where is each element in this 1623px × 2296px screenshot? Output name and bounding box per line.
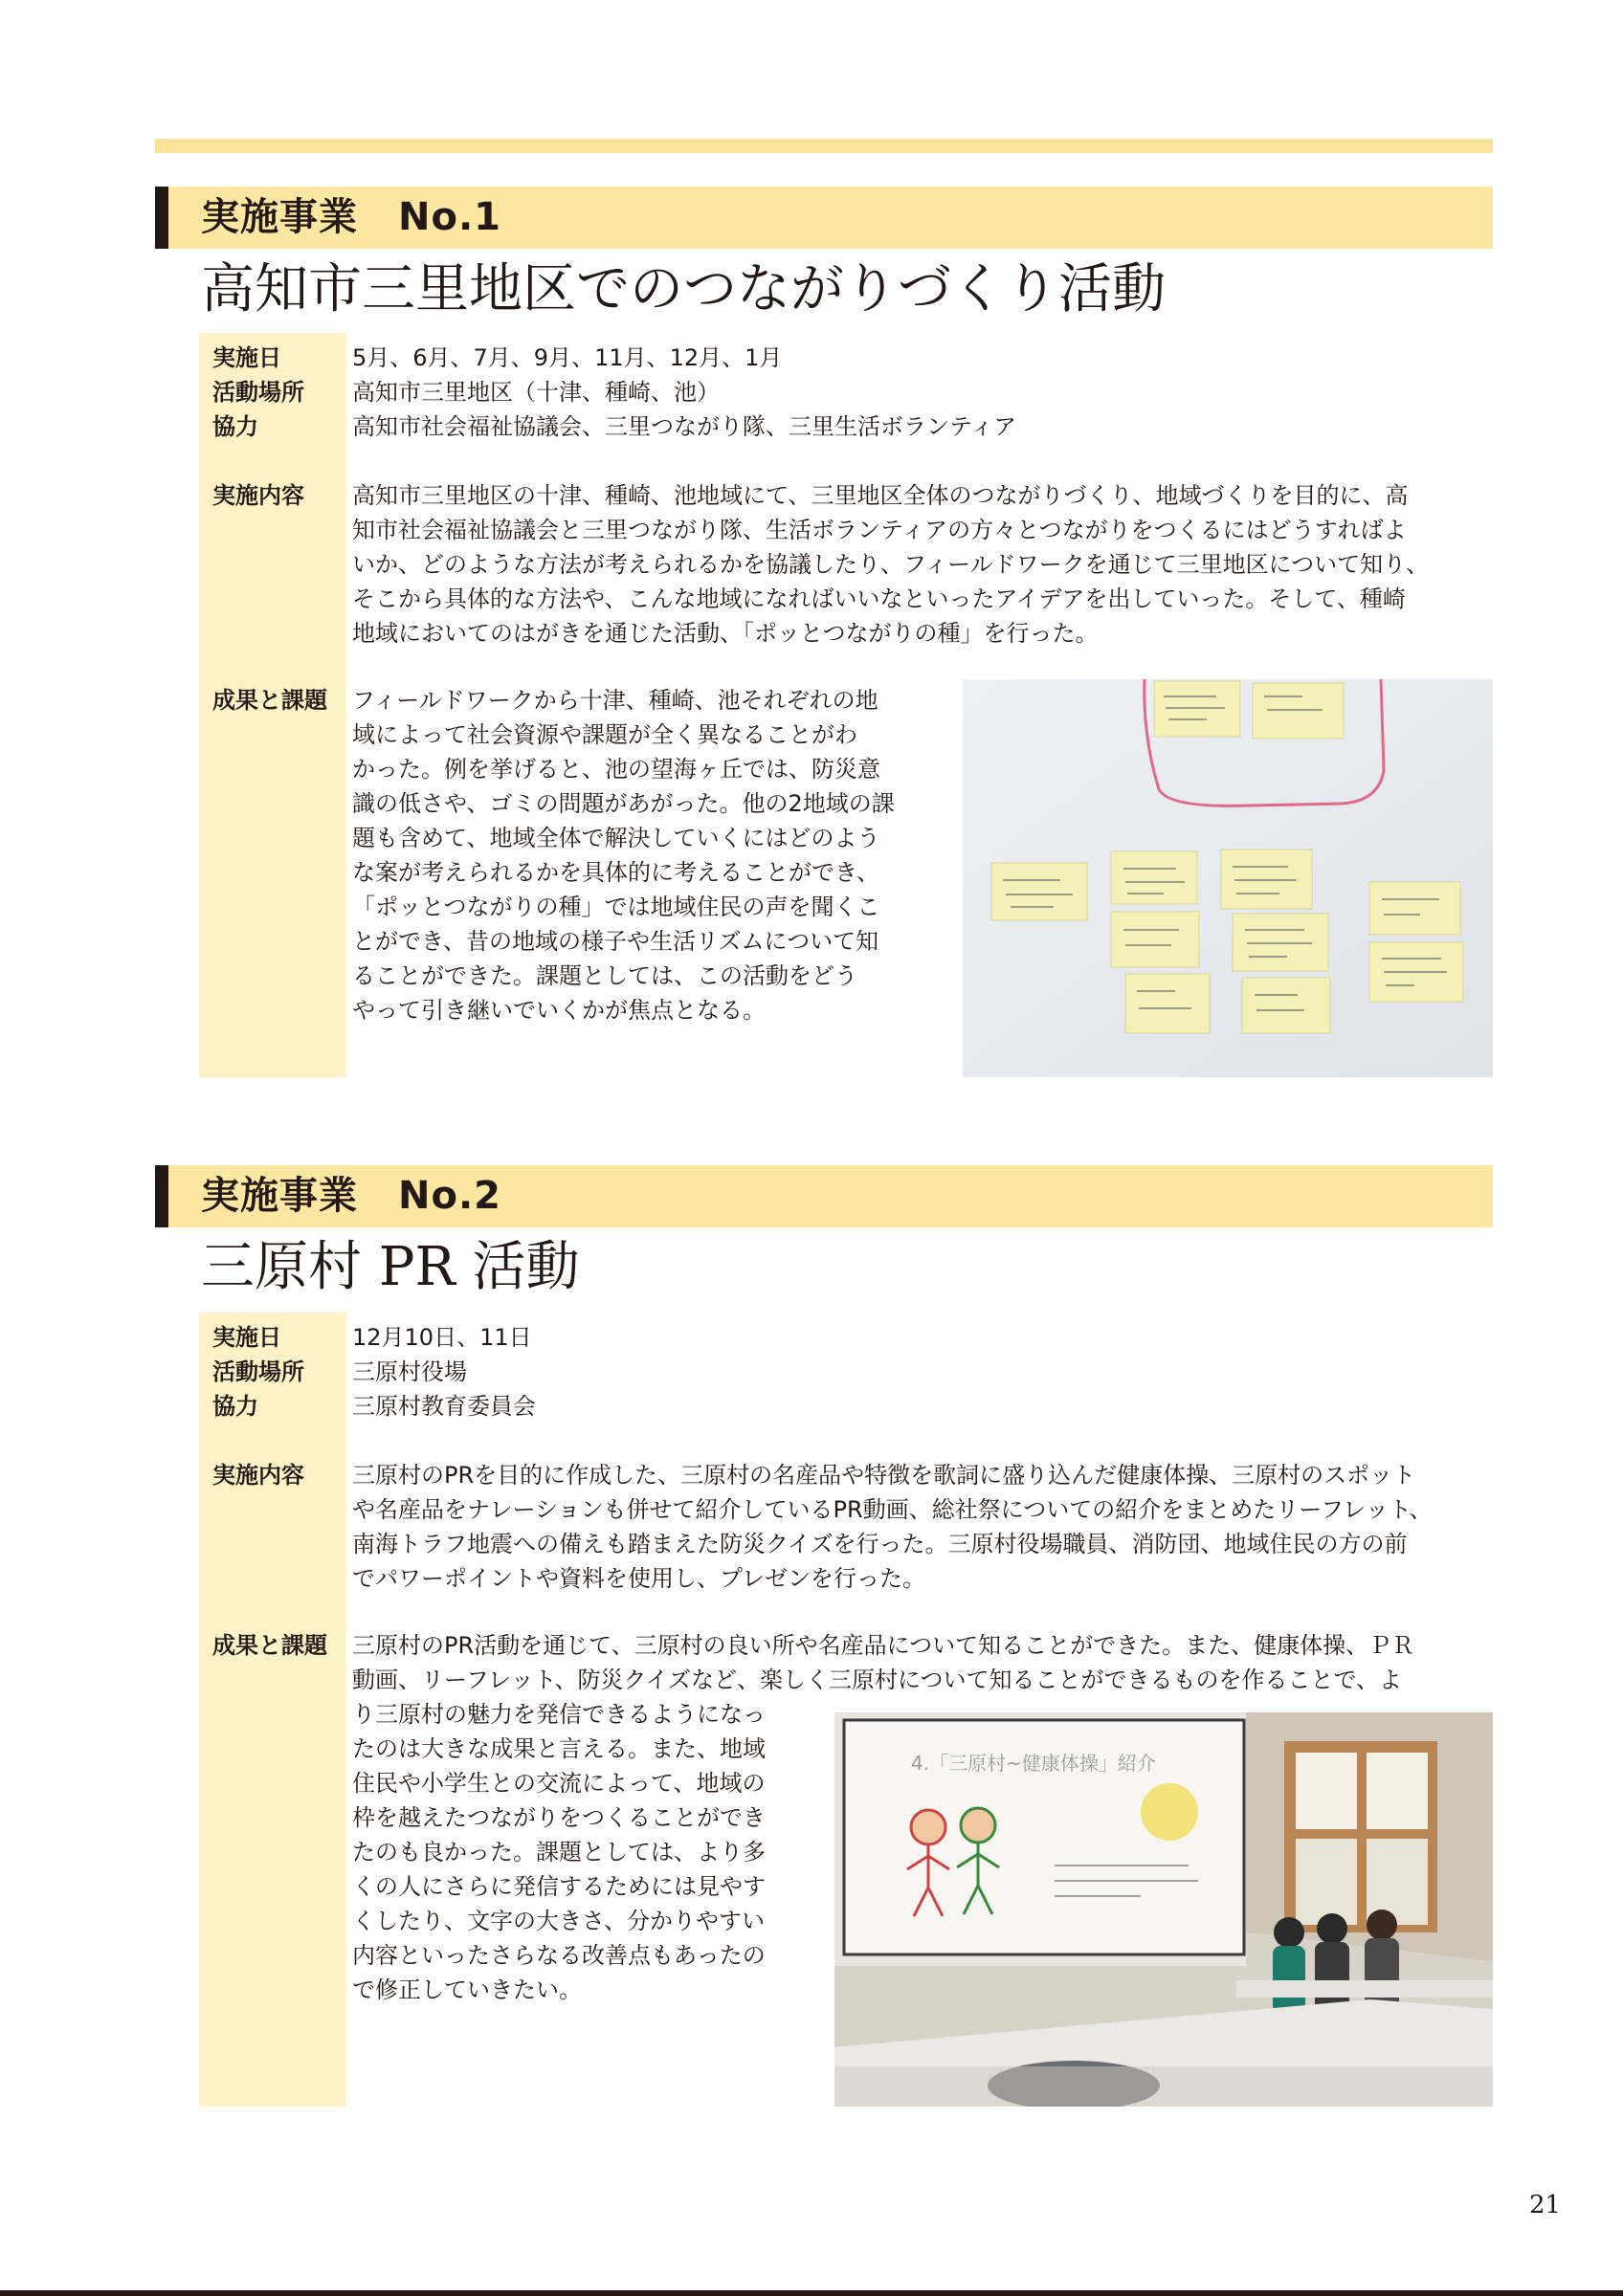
section-1-result-line: とができ、昔の地域の様子や生活リズムについて知 [352, 928, 879, 955]
section-1-header-mark [155, 187, 168, 249]
section-2-heading: 実施事業 [201, 1174, 358, 1218]
section-1-result-line: ることができた。課題としては、この活動をどう [352, 962, 857, 989]
section-1-content [352, 478, 1429, 651]
section-2-result-line: 住民や小学生との交流によって、地域の [352, 1770, 766, 1797]
section-2-content [352, 1458, 1433, 1596]
section-1-partner-label: 協力 [212, 413, 258, 440]
section-2-result-line: 三原村のPR活動を通じて、三原村の良い所や名産品について知ることができた。また、健康体操、ＰＲ [352, 1632, 1415, 1659]
section-1-content-line: 知市社会福祉協議会と三里つながり隊、生活ボランティアの方々とつながりをつくるにはどうすればよ [352, 517, 1407, 543]
section-2-header-mark [155, 1165, 168, 1227]
section-1-content-line: 地域においてのはがきを通じた活動、「ポッとつながりの種」を行った。 [352, 620, 1099, 647]
section-1-heading: 実施事業 [201, 195, 358, 239]
section-2-content-line: や名産品をナレーションも併せて紹介しているPR動画、総社祭についての紹介をまとめたリーフレット、 [352, 1496, 1433, 1523]
section-1-title: 高知市三里地区でのつながりづくり活動 [201, 258, 1166, 320]
section-2-result-full [352, 1628, 1414, 1697]
section-2-result-label: 成果と課題 [212, 1632, 327, 1659]
section-1-result-line: 「ポッとつながりの種」では地域住民の声を聞くこ [352, 894, 880, 920]
section-1-result-line: かった。例を挙げると、池の望海ヶ丘では、防災意 [352, 756, 880, 783]
section-2-partner-label: 協力 [212, 1393, 258, 1420]
sticky-notes-photo-drawing [963, 679, 1493, 1077]
section-2-result-line: で修正していきたい。 [352, 1976, 582, 2003]
section-2-label-band [199, 1313, 346, 2107]
section-1-date-label: 実施日 [212, 344, 281, 371]
section-1-result-line: 域によって社会資源や課題が全く異なることがわ [352, 721, 857, 748]
section-1-header-label [201, 187, 501, 249]
section-2-result-line: り三原村の魅力を発信できるようになっ [352, 1701, 766, 1728]
section-1-partner-value: 高知市社会福祉協議会、三里つながり隊、三里生活ボランティア [352, 413, 1017, 440]
slide-title: 4.「三原村~健康体操」紹介 [911, 1752, 1156, 1775]
section-2-result-line: たのは大きな成果と言える。また、地域 [352, 1735, 766, 1762]
section-1-result-line: な案が考えられるかを具体的に考えることができ、 [352, 859, 880, 886]
sticky-notes-photo [963, 679, 1493, 1077]
section-2-date-value: 12月10日、11日 [352, 1324, 532, 1351]
section-2-result-line: くの人にさらに発信するためには見やす [352, 1873, 766, 1900]
section-1-result-line: 識の低さや、ゴミの問題があがった。他の2地域の課 [352, 790, 895, 817]
section-2-header [155, 1165, 1493, 1227]
bottom-rule [0, 2290, 1623, 2296]
section-1-header [155, 187, 1493, 249]
section-2-partner-value: 三原村教育委員会 [352, 1393, 536, 1420]
section-1-content-label: 実施内容 [212, 482, 304, 509]
page-number: 21 [1529, 2191, 1562, 2219]
section-2-content-label: 実施内容 [212, 1462, 304, 1489]
section-1-result [352, 683, 895, 1027]
presentation-photo [834, 1712, 1493, 2107]
section-2-result-line: 内容といったさらなる改善点もあったの [352, 1942, 766, 1969]
section-2-date-label: 実施日 [212, 1324, 281, 1351]
section-1-place-value: 高知市三里地区（十津、種崎、池） [352, 379, 720, 406]
section-2-title: 三原村 PR 活動 [201, 1236, 580, 1298]
section-1-date-value: 5月、6月、7月、9月、11月、12月、1月 [352, 344, 783, 371]
section-2-result-line: くしたり、文字の大きさ、分かりやすい [352, 1908, 766, 1934]
section-2-place-label: 活動場所 [212, 1358, 304, 1385]
section-2-result-line: たのも良かった。課題としては、より多 [352, 1839, 766, 1866]
section-1-number: No.1 [398, 195, 501, 239]
section-1-content-line: 高知市三里地区の十津、種崎、池地域にて、三里地区全体のつながりづくり、地域づくりを目的に、高 [352, 482, 1409, 509]
section-1-place-label: 活動場所 [212, 379, 304, 406]
section-1-result-line: 題も含めて、地域全体で解決していくにはどのよう [352, 825, 880, 851]
top-decorative-rule [155, 139, 1493, 153]
section-2-result-line: 動画、リーフレット、防災クイズなど、楽しく三原村について知ることができるものを作ることで、よ [352, 1667, 1403, 1693]
section-2-result [352, 1697, 766, 2007]
section-1-result-line: やって引き継いでいくかが焦点となる。 [352, 997, 766, 1024]
section-2-content-line: 三原村のPRを目的に作成した、三原村の名産品や特徴を歌詞に盛り込んだ健康体操、三原村のスポット [352, 1462, 1416, 1489]
section-2-result-line: 枠を越えたつながりをつくることができ [352, 1804, 766, 1831]
section-1-result-label: 成果と課題 [212, 687, 327, 714]
section-1-content-line: いか、どのような方法が考えられるかを協議したり、フィールドワークを通じて三里地区について知り、 [352, 551, 1430, 578]
section-2-place-value: 三原村役場 [352, 1358, 467, 1385]
section-2-content-line: 南海トラフ地震への備えも踏まえた防災クイズを行った。三原村役場職員、消防団、地域住民の方の前 [352, 1531, 1408, 1557]
presentation-photo-drawing [834, 1712, 1493, 2107]
section-1-content-line: そこから具体的な方法や、こんな地域になればいいなといったアイデアを出していった。そして、種崎 [352, 585, 1406, 612]
section-2-number: No.2 [398, 1174, 501, 1218]
section-2-content-line: でパワーポイントや資料を使用し、プレゼンを行った。 [352, 1565, 926, 1592]
section-2-header-label [201, 1165, 501, 1227]
section-1-result-line: フィールドワークから十津、種崎、池それぞれの地 [352, 687, 878, 714]
